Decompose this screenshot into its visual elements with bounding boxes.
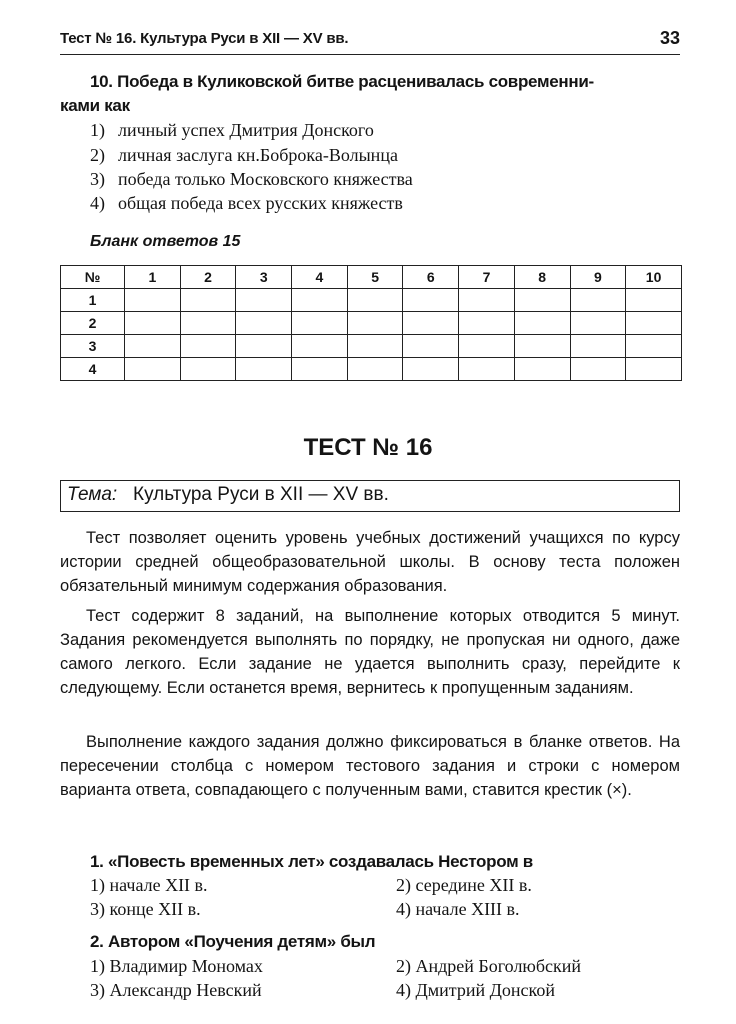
answer-cell[interactable] xyxy=(180,335,236,358)
page-header xyxy=(60,28,680,55)
answer-cell[interactable] xyxy=(125,358,181,381)
answer-cell[interactable] xyxy=(125,289,181,312)
intro-paragraph-2: Тест содержит 8 заданий, на выполнение которых отводится 5 минут. Задания рекомендуется выполнять по порядку, не пропуская ни одного, даже самого легкого. Если задание не удается выполнить сразу, перейдите к следующему. Если останется время, вернитесь к пропущенным заданиям. xyxy=(60,607,680,697)
question-2-option-1: 1) Владимир Мономах xyxy=(90,956,263,976)
answer-cell[interactable] xyxy=(403,335,459,358)
answer-cell[interactable] xyxy=(570,358,626,381)
question-10-option-2: 2) личная заслуга кн.Боброка-Волынца xyxy=(90,145,398,165)
answer-sheet-row-label: 2 xyxy=(61,312,125,335)
question-10-option-4: 4) общая победа всех русских княжеств xyxy=(90,193,403,213)
answer-cell[interactable] xyxy=(459,335,515,358)
answer-cell[interactable] xyxy=(570,312,626,335)
answer-cell[interactable] xyxy=(570,335,626,358)
intro-paragraph-3: Выполнение каждого задания должно фиксироваться в бланке ответов. На пересечении столбца с номером тестового задания и строки с номером варианта ответа, совпадающего с полученным вами, ставится крестик (×). xyxy=(60,733,680,799)
intro-paragraph-1: Тест позволяет оценить уровень учебных достижений учащихся по курсу истории средней общеобразовательной школы. В основу теста положен обязательный минимум содержания образования. xyxy=(60,529,680,595)
answer-sheet-row-label: 1 xyxy=(61,289,125,312)
answer-sheet-row xyxy=(61,289,682,312)
answer-sheet-col: 5 xyxy=(347,266,403,289)
question-1-option-3: 3) конце XII в. xyxy=(90,899,201,919)
question-1-option-4: 4) начале XIII в. xyxy=(396,899,520,919)
question-10-option-3: 3) победа только Московского княжества xyxy=(90,169,413,189)
answer-cell[interactable] xyxy=(626,312,682,335)
answer-sheet-col: 8 xyxy=(514,266,570,289)
theme-label: Тема: xyxy=(67,484,118,505)
answer-cell[interactable] xyxy=(514,358,570,381)
answer-cell[interactable] xyxy=(180,289,236,312)
answer-sheet-row-label: 4 xyxy=(61,358,125,381)
answer-sheet-col: 1 xyxy=(125,266,181,289)
answer-sheet-col: 4 xyxy=(292,266,348,289)
answer-cell[interactable] xyxy=(125,312,181,335)
answer-cell[interactable] xyxy=(125,335,181,358)
answer-cell[interactable] xyxy=(236,312,292,335)
question-1-heading: 1. «Повесть временных лет» создавалась Нестором в xyxy=(90,852,533,871)
answer-cell[interactable] xyxy=(292,358,348,381)
theme-box xyxy=(60,480,680,512)
answer-cell[interactable] xyxy=(292,335,348,358)
answer-cell[interactable] xyxy=(403,312,459,335)
answer-sheet-table xyxy=(60,265,682,381)
answer-sheet-header-row xyxy=(61,266,682,289)
theme-value: Культура Руси в XII — XV вв. xyxy=(133,484,389,505)
answer-cell[interactable] xyxy=(347,312,403,335)
page-number: 33 xyxy=(659,28,680,48)
answer-cell[interactable] xyxy=(292,312,348,335)
answer-cell[interactable] xyxy=(180,312,236,335)
question-2-heading: 2. Автором «Поучения детям» был xyxy=(90,932,376,951)
answer-cell[interactable] xyxy=(403,289,459,312)
answer-sheet-col: 10 xyxy=(626,266,682,289)
answer-cell[interactable] xyxy=(236,335,292,358)
question-1-option-2: 2) середине XII в. xyxy=(396,875,532,895)
answer-cell[interactable] xyxy=(292,289,348,312)
answer-cell[interactable] xyxy=(347,358,403,381)
answer-cell[interactable] xyxy=(403,358,459,381)
answer-cell[interactable] xyxy=(180,358,236,381)
answer-cell[interactable] xyxy=(459,358,515,381)
answer-cell[interactable] xyxy=(347,289,403,312)
answer-sheet-row xyxy=(61,335,682,358)
answer-cell[interactable] xyxy=(626,335,682,358)
question-2-option-2: 2) Андрей Боголюбский xyxy=(396,956,582,976)
answer-cell[interactable] xyxy=(514,335,570,358)
answer-sheet-col: 9 xyxy=(570,266,626,289)
answer-sheet-col: 6 xyxy=(403,266,459,289)
answer-sheet-col: 2 xyxy=(180,266,236,289)
answer-sheet-col: 7 xyxy=(459,266,515,289)
answer-cell[interactable] xyxy=(347,335,403,358)
question-1-option-1: 1) начале XII в. xyxy=(90,875,208,895)
question-10-heading-line2: ками как xyxy=(60,96,130,115)
answer-sheet-col: 3 xyxy=(236,266,292,289)
answer-cell[interactable] xyxy=(514,289,570,312)
question-2-option-3: 3) Александр Невский xyxy=(90,980,262,1000)
question-2-option-4: 4) Дмитрий Донской xyxy=(396,980,556,1000)
answer-cell[interactable] xyxy=(236,289,292,312)
answer-sheet-row xyxy=(61,312,682,335)
answer-cell[interactable] xyxy=(626,289,682,312)
question-10-heading-line1: 10. Победа в Куликовской битве расценивалась современни- xyxy=(90,72,594,91)
answer-cell[interactable] xyxy=(626,358,682,381)
test-title: ТЕСТ № 16 xyxy=(303,434,433,461)
answer-cell[interactable] xyxy=(514,312,570,335)
answer-cell[interactable] xyxy=(570,289,626,312)
answer-sheet-row xyxy=(61,358,682,381)
answer-cell[interactable] xyxy=(459,289,515,312)
answer-sheet-corner: № xyxy=(61,266,125,289)
answer-cell[interactable] xyxy=(459,312,515,335)
question-10-option-1: 1) личный успех Дмитрия Донского xyxy=(90,120,374,140)
answer-sheet-title: Бланк ответов 15 xyxy=(90,233,241,250)
answer-sheet-row-label: 3 xyxy=(61,335,125,358)
running-title: Тест № 16. Культура Руси в XII — XV вв. xyxy=(60,30,349,47)
answer-cell[interactable] xyxy=(236,358,292,381)
